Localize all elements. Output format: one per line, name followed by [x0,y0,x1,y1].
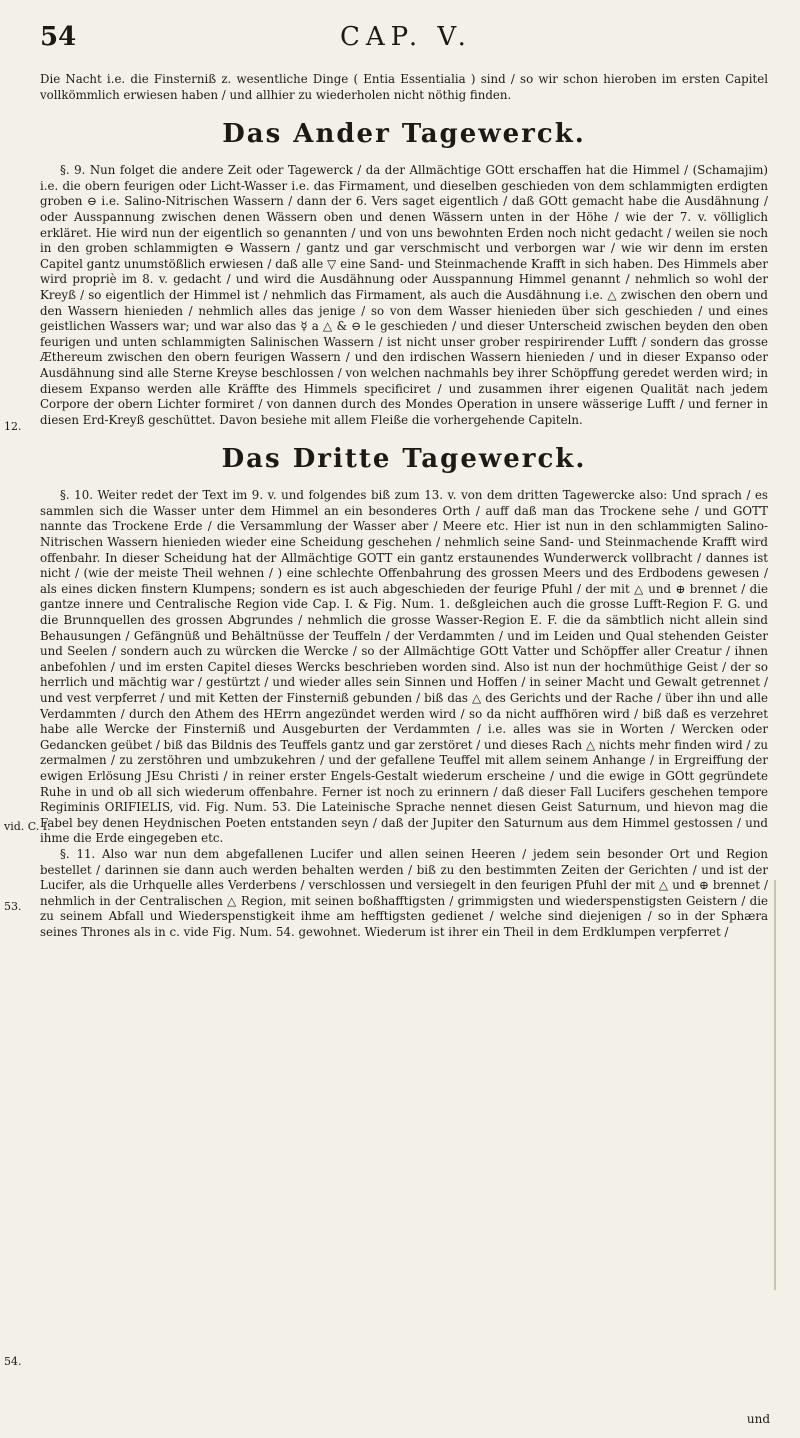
text-body [40,72,768,941]
intro-paragraph: Die Nacht i.e. die Finsterniß z. wesentliche Dinge ( Entia Essentialia ) sind / so wir schon hieroben im ersten Capitel vollkömmlich erwiesen haben / und allhier zu wiederholen nicht nöthig finden. [40,72,768,102]
section-9-paragraph: §. 9. Nun folget die andere Zeit oder Tagewerck / da der Allmächtige GOtt erschaffen hat die Himmel / (Schamajim) i.e. die obern feurigen oder Licht-Wasser i.e. das Firmament, und dieselben geschieden von dem schlammigten erdigten groben ⊖ i.e. Salino-Nitrischen Wassern / dann der 6. Vers saget eigentlich / daß GOtt gemacht habe die Ausdähnung / oder Ausspannung zwischen denen Wässern oben und denen Wässern unten in der Höhe / wie der 7. v. völliglich erkläret. Hie wird nun der eigentlich so genannten / und von uns bewohnten Erden noch nicht gedacht / weilen sie noch in den groben schlammigten ⊖ Wassern / gantz und gar verschmischt und verborgen war / wie wir denn im ersten Capitel gantz unumstößlich erwiesen / daß alle ▽ eine Sand- und Steinmachende Krafft in sich haben. Des Himmels aber wird propriè im 8. v. gedacht / und wird die Ausdähnung oder Ausspannung Himmel genannt / nehmlich so wohl der Kreyß / so eigentlich der Himmel ist / nehmlich das Firmament, als auch die Ausdähnung i.e. △ zwischen den obern und den Wassern hienieden / nehmlich alles das jenige / so von dem Wasser hienieden über sich geschieden / und eines geistlichen Wassers war; und war also das ☿ a △ & ⊖ le geschieden / und dieser Unterscheid zwischen beyden den oben feurigen und unten schlammigten Salinischen Wassern / ist nicht unser grober respirirender Lufft / sondern das grosse Æthereum zwischen den obern feurigen Wassern / und den irdischen Wassern hienieden / und in dieser Expanso oder Ausdähnung sind alle Sterne Kreyse beschlossen / von welchen nachmahls bey ihrer Schöpffung geredet werden wird; in diesem Expanso werden alle Kräffte des Himmels specificiret / und zusammen ihrer eigenen Qualität nach jedem Corpore der obern Lichter formiret / von dannen durch des Mondes Operation in unsere wässerige Lufft / und ferner in diesen Erd-Kreyß geschüttet. Davon besiehe mit allem Fleiße die vorhergehende Capiteln. [40,163,768,427]
margin-note: 53. [4,900,22,913]
heading-second-day: Das Ander Tagewerck. [222,119,586,150]
margin-note: 12. [4,420,22,433]
margin-note: vid. C. I. [4,820,51,833]
page-number: 54 [40,22,77,52]
heading-third-day: Das Dritte Tagewerck. [221,444,587,475]
page-header [40,18,760,58]
catchword: und [746,1412,770,1426]
margin-note: 54. [4,1355,22,1368]
page-edge-shadow [774,880,776,1290]
section-10-paragraph: §. 10. Weiter redet der Text im 9. v. und folgendes biß zum 13. v. von dem dritten Tagewercke also: Und sprach / es sammlen sich die Wasser unter dem Himmel an ein besonderes Orth / auff daß man das Trockene sehe / und GOTT nannte das Trockene Erde / die Versammlung der Wasser aber / Meere etc. Hier ist nun in den schlammigten Salino-Nitrischen Wassern hienieden wieder eine Scheidung geschehen / nehmlich seine Sand- und Steinmachende Krafft wird offenbahr. In dieser Scheidung hat der Allmächtige GOTT ein gantz erstaunendes Wunderwerck vollbracht / dannes ist nicht / (wie der meiste Theil wehnen / ) eine schlechte Offenbahrung des grossen Meers und des Erdbodens gewesen / als eines dicken finstern Klumpens; sondern es ist auch abgeschieden der feurige Pfuhl / der mit △ und ⊕ brennet / die gantze innere und Centralische Region vide Cap. I. & Fig. Num. 1. deßgleichen auch die grosse Lufft-Region F. G. und die Brunnquellen des grossen Abgrundes / nehmlich die grosse Wasser-Region E. F. die da sämbtlich nicht allein sind Behausungen / Gefängnüß und Behältnüsse der Teuffeln / der Verdammten / und im Leiden und Qual stehenden Geister und Seelen / sondern auch zu würcken die Wercke / so der Allmächtige GOtt Vatter und Schöpffer aller Creatur / ihnen anbefohlen / und im ersten Capitel dieses Wercks beschrieben worden sind. Also ist nun der hochmüthige Geist / der so herrlich und mächtig war / gestürtzt / und wieder alles sein Sinnen und Hoffen / in seiner Macht und Gewalt getrennet / und vest verpferret / und mit Ketten der Finsterniß gebunden / biß das △ des Gerichts und der Rache / über ihn und alle Verdammten / durch den Athem des HErrn angezündet werden wird / so da nicht auffhören wird / biß daß es verzehret habe alle Wercke der Finsterniß und Ausgeburten der Verdammten / i.e. alles was sie in Worten / Wercken oder Gedancken geübet / biß das Bildnis des Teuffels gantz und gar zerstöret / und dieses Rach △ nichts mehr finden wird / zu zermalmen / zu zerstöhren und umbzukehren / und der gefallene Teuffel mit allem seinem Anhange / in Ergreiffung der ewigen Erlösung JEsu Christi / in reiner erster Engels-Gestalt wiederum erscheine / und die ewige in GOtt gegründete Ruhe in und ob all sich wiederum offenbahre. Ferner ist noch zu erinnern / daß dieser Fall Lucifers geschehen tempore Regiminis ORIFIELIS, vid. Fig. Num. 53. Die Lateinische Sprache nennet diesen Geist Saturnum, und hievon mag die Fabel bey denen Heydnischen Poeten entstanden seyn / daß der Jupiter den Saturnum aus dem Himmel gestossen / und ihme die Erde eingegeben etc. [40,488,768,846]
section-11-paragraph: §. 11. Also war nun dem abgefallenen Lucifer und allen seinen Heeren / jedem sein besonder Ort und Region bestellet / darinnen sie dann auch werden behalten werden / biß zu den bestimmten Zeiten der Gerichten / und ist der Lucifer, als die Urhquelle alles Verderbens / verschlossen und versiegelt in den feurigen Pfuhl der mit △ und ⊕ brennet / nehmlich in der Centralischen △ Region, mit seinen boßhafftigsten / grimmigsten und wiederspenstigsten Geistern / die zu seinem Abfall und Wiederspenstigkeit ihme am hefftigsten gedienet / welche sind diejenigen / so in der Sphæra seines Thrones als in c. vide Fig. Num. 54. gewohnet. Wiederum ist ihrer ein Theil in dem Erdklumpen verpferret / [40,846,768,939]
running-head: CAP. V. [340,22,472,52]
